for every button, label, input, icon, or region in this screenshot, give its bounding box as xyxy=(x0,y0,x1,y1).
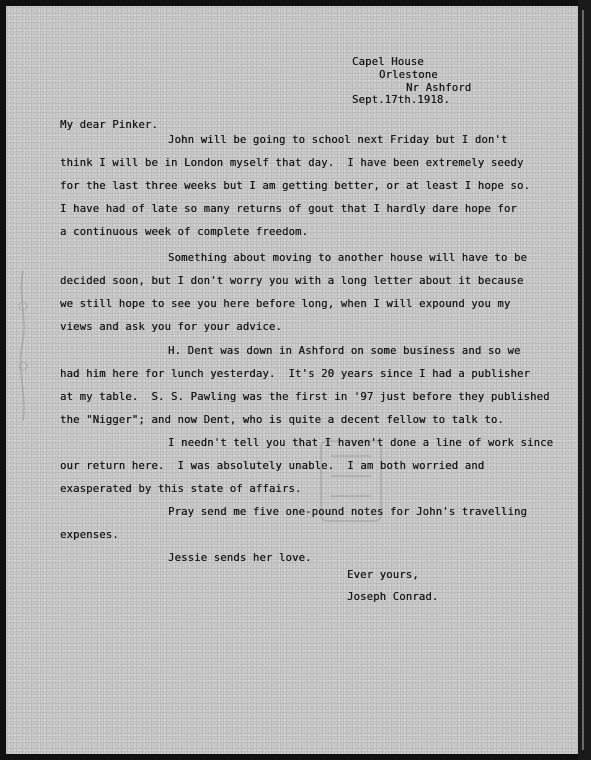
body-line: had him here for lunch yesterday. It's 20 years since I had a publisher xyxy=(60,368,531,380)
address-line-2: Orlestone xyxy=(379,69,438,81)
body-line: Jessie sends her love. xyxy=(168,552,312,564)
body-line: we still hope to see you here before long, when I will expound you my xyxy=(60,298,511,310)
body-line: at my table. S. S. Pawling was the first in '97 just before they published xyxy=(60,391,550,403)
address-line-1: Capel House xyxy=(352,56,424,68)
body-line: a continuous week of complete freedom. xyxy=(60,226,309,238)
signature: Joseph Conrad. xyxy=(347,591,439,603)
body-line: H. Dent was down in Ashford on some business and so we xyxy=(168,345,521,357)
scan-border xyxy=(578,0,591,760)
body-line: think I will be in London myself that day. I have been extremely seedy xyxy=(60,157,524,169)
body-line: the "Nigger"; and now Dent, who is quite a decent fellow to talk to. xyxy=(60,414,504,426)
closing-line: Ever yours, xyxy=(347,569,419,581)
letter-page xyxy=(6,6,578,754)
body-line: our return here. I was absolutely unable. I am both worried and xyxy=(60,460,485,472)
body-line: exasperated by this state of affairs. xyxy=(60,483,302,495)
address-line-3: Nr Ashford xyxy=(406,82,472,94)
body-line: John will be going to school next Friday but I don't xyxy=(168,134,508,146)
margin-pencil-mark xyxy=(14,266,32,426)
body-line: expenses. xyxy=(60,529,119,541)
body-line: decided soon, but I don't worry you with a long letter about it because xyxy=(60,275,524,287)
letter-date: Sept.17th.1918. xyxy=(352,94,450,106)
body-line: for the last three weeks but I am getting better, or at least I hope so. xyxy=(60,180,531,192)
body-line: views and ask you for your advice. xyxy=(60,321,282,333)
body-line: Pray send me five one-pound notes for John's travelling xyxy=(168,506,528,518)
body-line: I have had of late so many returns of gout that I hardly dare hope for xyxy=(60,203,517,215)
salutation: My dear Pinker. xyxy=(60,119,158,131)
body-line: I needn't tell you that I haven't done a line of work since xyxy=(168,437,554,449)
body-line: Something about moving to another house will have to be xyxy=(168,252,528,264)
